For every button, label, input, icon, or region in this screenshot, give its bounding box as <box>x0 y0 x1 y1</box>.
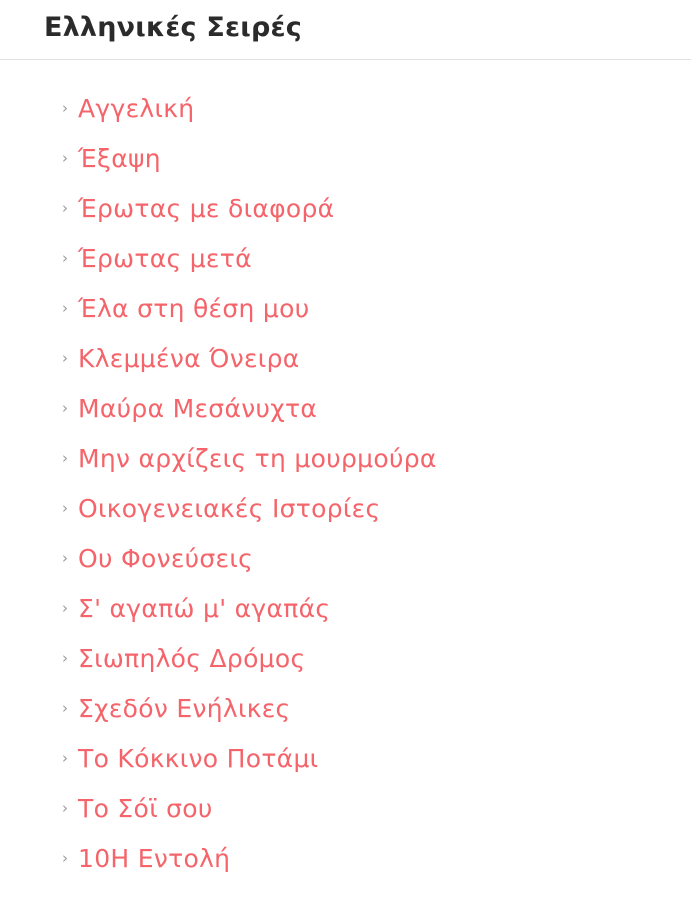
series-link[interactable]: Ου Φονεύσεις <box>78 544 254 574</box>
chevron-right-icon: › <box>62 249 68 268</box>
series-link[interactable]: Σιωπηλός Δρόμος <box>78 644 306 674</box>
chevron-right-icon: › <box>62 499 68 518</box>
series-link[interactable]: 10Η Εντολή <box>78 844 231 874</box>
series-link[interactable]: Το Σόϊ σου <box>78 794 213 824</box>
chevron-right-icon: › <box>62 749 68 768</box>
chevron-right-icon: › <box>62 399 68 418</box>
chevron-right-icon: › <box>62 799 68 818</box>
chevron-right-icon: › <box>62 299 68 318</box>
series-link[interactable]: Αγγελική <box>78 94 195 124</box>
list-item[interactable] <box>0 134 691 183</box>
chevron-right-icon: › <box>62 99 68 118</box>
chevron-right-icon: › <box>62 699 68 718</box>
chevron-right-icon: › <box>62 549 68 568</box>
list-item[interactable] <box>0 334 691 383</box>
list-item[interactable] <box>0 384 691 433</box>
chevron-right-icon: › <box>62 449 68 468</box>
list-item[interactable] <box>0 634 691 683</box>
list-item[interactable] <box>0 784 691 833</box>
series-link[interactable]: Κλεμμένα Όνειρα <box>78 344 300 374</box>
list-item[interactable] <box>0 834 691 883</box>
series-link[interactable]: Σ' αγαπώ μ' αγαπάς <box>78 594 331 624</box>
series-link[interactable]: Έξαψη <box>78 144 161 174</box>
chevron-right-icon: › <box>62 849 68 868</box>
list-item[interactable] <box>0 84 691 133</box>
list-item[interactable] <box>0 684 691 733</box>
chevron-right-icon: › <box>62 199 68 218</box>
list-item[interactable] <box>0 284 691 333</box>
series-link[interactable]: Έρωτας μετά <box>78 244 252 274</box>
series-link[interactable]: Μην αρχίζεις τη μουρμούρα <box>78 444 437 474</box>
list-item[interactable] <box>0 734 691 783</box>
list-item[interactable] <box>0 484 691 533</box>
page-title: Ελληνικές Σειρές <box>44 12 302 43</box>
list-item[interactable] <box>0 534 691 583</box>
series-link[interactable]: Σχεδόν Ενήλικες <box>78 694 291 724</box>
series-link[interactable]: Έρωτας με διαφορά <box>78 194 335 224</box>
chevron-right-icon: › <box>62 649 68 668</box>
chevron-right-icon: › <box>62 149 68 168</box>
series-link[interactable]: Έλα στη θέση μου <box>78 294 310 324</box>
list-item[interactable] <box>0 184 691 233</box>
series-link[interactable]: Μαύρα Μεσάνυχτα <box>78 394 318 424</box>
series-link[interactable]: Οικογενειακές Ιστορίες <box>78 494 381 524</box>
list-item[interactable] <box>0 584 691 633</box>
chevron-right-icon: › <box>62 599 68 618</box>
list-item[interactable] <box>0 434 691 483</box>
list-item[interactable] <box>0 234 691 283</box>
series-link[interactable]: Το Κόκκινο Ποτάμι <box>78 744 319 774</box>
chevron-right-icon: › <box>62 349 68 368</box>
series-list <box>0 60 691 883</box>
